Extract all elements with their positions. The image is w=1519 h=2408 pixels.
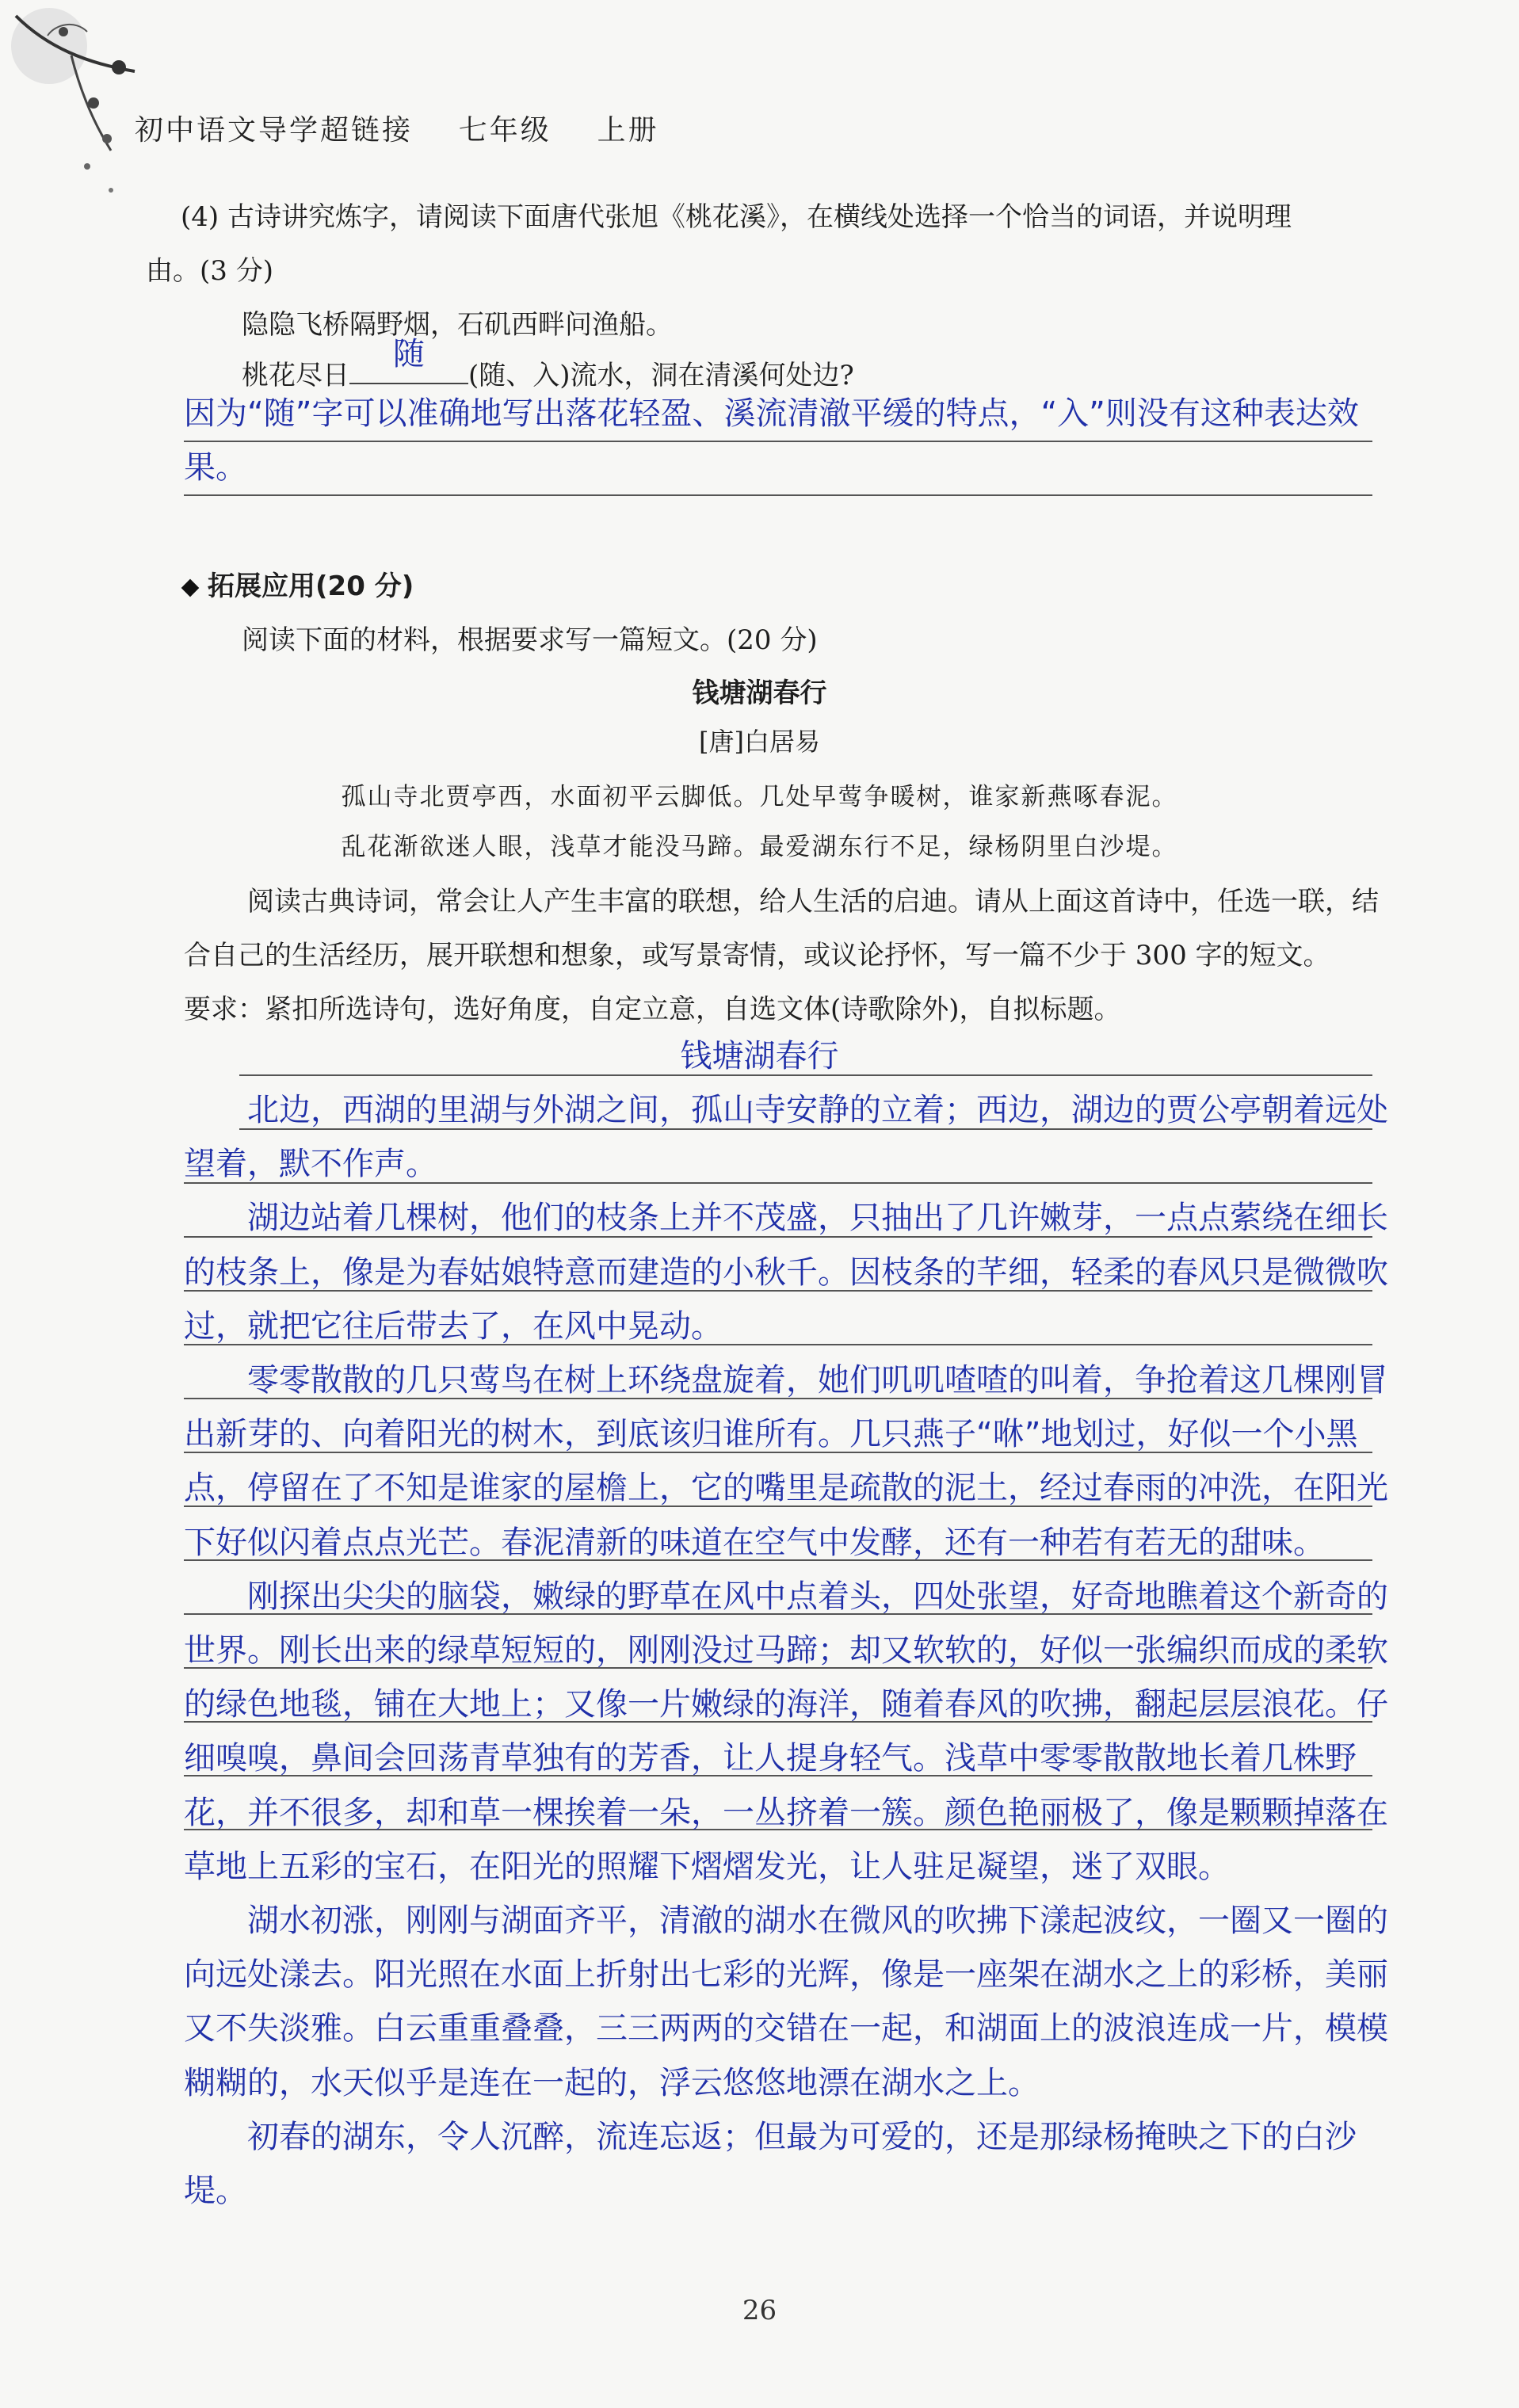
- essay-paragraph: 刚探出尖尖的脑袋，嫩绿的野草在风中点着头，四处张望，好奇地瞧着这个新奇的世界。刚长出来的绿草短短的，刚刚没过马蹄；却又软软的，好似一张编织而成的柔软的绿色地毯，铺在大地上；又像一片嫩绿的海洋，随着春风的吹拂，翻起层层浪花。仔细嗅嗅，鼻间会回荡青草独有的芳香，让人提身轻气。浅草中零零散散地长着几株野花，并不很多，却和草一棵挨着一朵，一丛挤着一簇。颜色艳丽极了，像是颗颗掉落在草地上五彩的宝石，在阳光的照耀下熠熠发光，让人驻足凝望，迷了双眼。: [184, 1578, 1388, 1885]
- poem-author: [唐]白居易: [699, 727, 820, 757]
- essay-paragraph: 零零散散的几只莺鸟在树上环绕盘旋着，她们叽叽喳喳的叫着，争抢着这几棵刚冒出新芽的、向着阳光的树木，到底该归谁所有。几只燕子“咻”地划过，好似一个小黑点，停留在了不知是谁家的屋檐上，它的嘴里是疏散的泥土，经过春雨的冲洗，在阳光下好似闪着点点光芒。春泥清新的味道在空气中发酵，还有一种若有若无的甜味。: [184, 1362, 1388, 1561]
- q4-handwritten-answer: 因为“随”字可以准确地写出落花轻盈、溪流清澈平缓的特点，“入”则没有这种表达效果。: [184, 395, 1359, 486]
- task-text: 阅读古典诗词，常会让人产生丰富的联想，给人生活的启迪。请从上面这首诗中，任选一联，结合自己的生活经历，展开联想和想象，或写景寄情，或议论抒怀，写一篇不少于 300 字的短文。: [184, 886, 1379, 971]
- plum-blossom-decoration: [0, 0, 151, 206]
- page-number: 26: [742, 2295, 777, 2326]
- diamond-bullet-icon: [181, 578, 200, 597]
- poem-line: 孤山寺北贾亭西，水面初平云脚低。几处早莺争暖树，谁家新燕啄春泥。: [341, 783, 1178, 811]
- prompt-line-1: (4) 古诗讲究炼字，请阅读下面唐代张旭《桃花溪》，在横线处选择一个恰当的词语，并说明理: [181, 201, 1292, 233]
- handwritten-essay: [184, 1083, 1396, 2218]
- essay-paragraph: 初春的湖东，令人沉醉，流连忘返；但最为可爱的，还是那绿杨掩映之下的白沙堤。: [184, 2118, 1357, 2210]
- section-title: 拓展应用(20 分): [184, 564, 414, 603]
- volume-label: 上册: [597, 114, 659, 147]
- answer-line: [184, 441, 1372, 442]
- book-title: 初中语文导学超链接: [135, 114, 414, 147]
- prompt-line-2: 由。(3 分): [146, 255, 273, 287]
- poem-line-after: (随、入)流水，洞在清溪何处边?: [468, 360, 854, 391]
- page-header: [135, 108, 659, 148]
- essay-paragraph: 湖水初涨，刚刚与湖面齐平，清澈的湖水在微风的吹拂下漾起波纹，一圈又一圈的向远处漾去。阳光照在水面上折射出七彩的光辉，像是一座架在湖水之上的彩桥，美丽又不失淡雅。白云重重叠叠，三三两两的交错在一起，和湖面上的波浪连成一片，模模糊糊的，水天似乎是连在一起的，浮云悠悠地漂在湖水之上。: [184, 1902, 1388, 2101]
- blank-answer: 随: [393, 336, 425, 372]
- writing-instruction: 阅读下面的材料，根据要求写一篇短文。(20 分): [242, 624, 818, 656]
- task-requirements: 要求：紧扣所选诗句，选好角度，自定立意，自选文体(诗歌除外)，自拟标题。: [184, 994, 1121, 1025]
- fill-in-blank[interactable]: [349, 336, 468, 384]
- poem-line-before: 桃花尽日: [242, 360, 349, 391]
- answer-line: [184, 494, 1372, 496]
- essay-title: 钱塘湖春行: [680, 1038, 839, 1074]
- poem-line: 乱花渐欲迷人眼，浅草才能没马蹄。最爱湖东行不足，绿杨阴里白沙堤。: [341, 833, 1178, 861]
- writing-task: [184, 875, 1404, 1036]
- question-4-prompt: [146, 190, 1401, 298]
- grade-label: 七年级: [458, 114, 551, 147]
- poem-title: 钱塘湖春行: [692, 677, 827, 709]
- essay-paragraph: 北边，西湖的里湖与外湖之间，孤山寺安静的立着；西边，湖边的贾公亭朝着远处望着，默不作声。: [184, 1092, 1388, 1183]
- essay-paragraph: 湖边站着几棵树，他们的枝条上并不茂盛，只抽出了几许嫩芽，一点点萦绕在细长的枝条上，像是为春姑娘特意而建造的小秋千。因枝条的芊细，轻柔的春风只是微微吹过，就把它往后带去了，在风中晃动。: [184, 1200, 1388, 1345]
- q4-poem-line-1: 隐隐飞桥隔野烟，石矶西畔问渔船。: [242, 309, 673, 341]
